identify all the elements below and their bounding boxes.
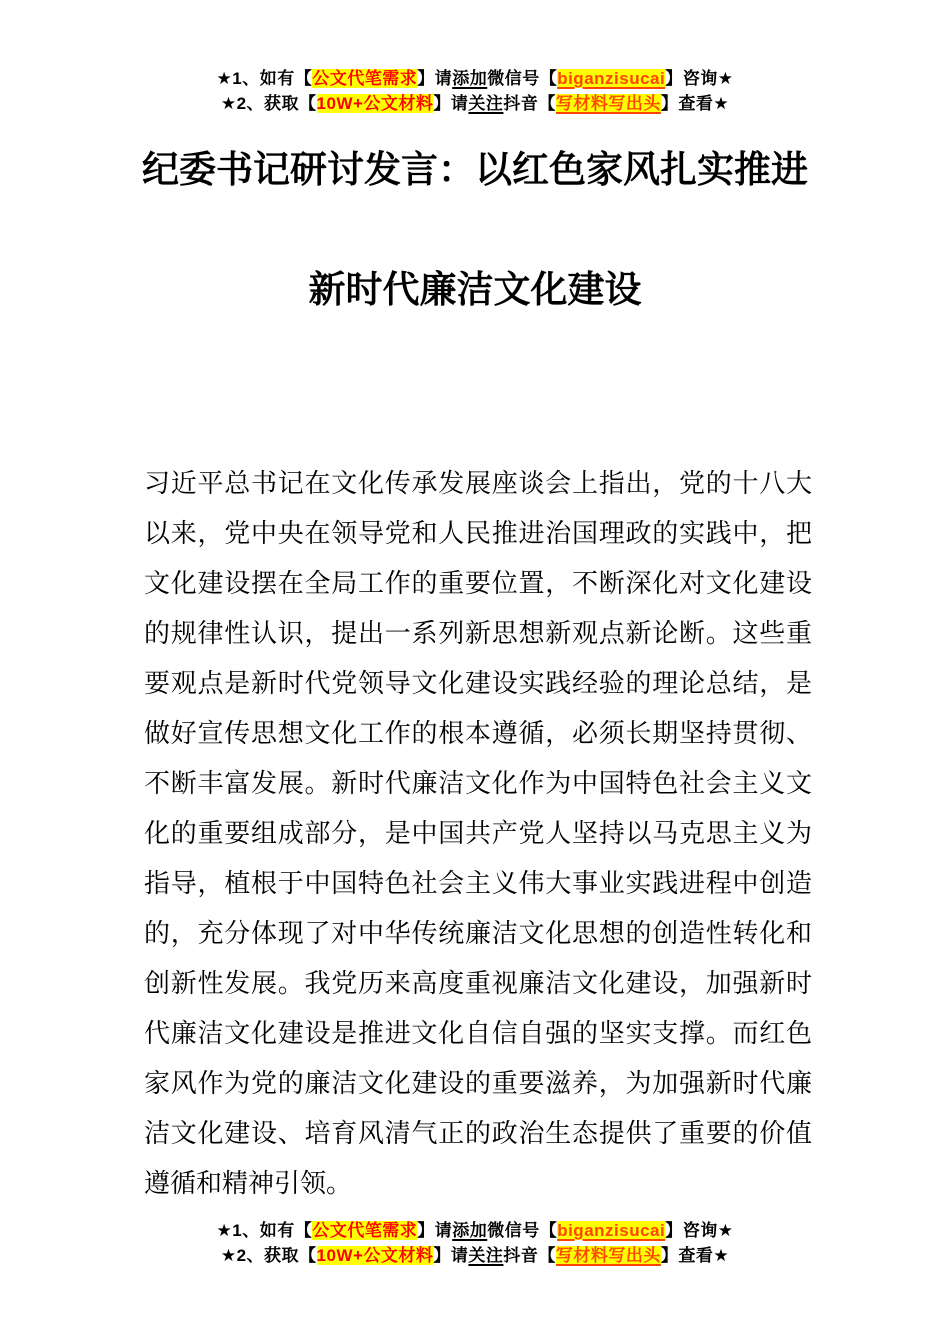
body-line: 的，充分体现了对中华传统廉洁文化思想的创造性转化和: [144, 918, 812, 948]
promo-text: ★1、如有【: [216, 1221, 313, 1240]
body-line: 创新性发展。我党历来高度重视廉洁文化建设，加强新时: [144, 968, 812, 998]
body-line: 习近平总书记在文化传承发展座谈会上指出，党的十八大: [144, 468, 812, 498]
promo-footer-line-1: [0, 1218, 950, 1243]
promo-text: 】请: [433, 1246, 469, 1265]
promo-wechat-id: biganzisucai: [557, 69, 666, 88]
promo-highlight-service: 公文代笔需求: [312, 69, 418, 88]
promo-text: 抖音【: [503, 94, 556, 113]
body-line: 化的重要组成部分，是中国共产党人坚持以马克思主义为: [144, 818, 812, 848]
promo-text: 】查看★: [660, 94, 730, 113]
body-line: 以来，党中央在领导党和人民推进治国理政的实践中，把: [144, 518, 812, 548]
promo-douyin-id: 写材料写出头: [555, 94, 661, 113]
promo-footer-line-2: [0, 1243, 950, 1268]
promo-footer: [0, 1218, 950, 1268]
promo-add-underline: 添加: [452, 69, 488, 88]
promo-follow-underline: 关注: [468, 94, 504, 113]
body-line: 家风作为党的廉洁文化建设的重要滋养，为加强新时代廉: [144, 1068, 812, 1098]
body-line: 洁文化建设、培育风清气正的政治生态提供了重要的价值: [144, 1118, 812, 1148]
promo-highlight-service: 公文代笔需求: [312, 1221, 418, 1240]
promo-follow-underline: 关注: [468, 1246, 504, 1265]
promo-text: ★2、获取【: [220, 1246, 317, 1265]
body-line: 遵循和精神引领。: [144, 1168, 353, 1198]
body-line: 的规律性认识，提出一系列新思想新观点新论断。这些重: [144, 618, 812, 648]
promo-text: ★1、如有【: [216, 69, 313, 88]
document-title-line-2: 新时代廉洁文化建设: [308, 269, 642, 310]
promo-header-line-1: [0, 66, 950, 91]
promo-text: 微信号【: [487, 1221, 558, 1240]
body-line: 不断丰富发展。新时代廉洁文化作为中国特色社会主义文: [144, 768, 812, 798]
body-line: 指导，植根于中国特色社会主义伟大事业实践进程中创造: [144, 868, 812, 898]
body-line: 文化建设摆在全局工作的重要位置，不断深化对文化建设: [144, 568, 812, 598]
promo-header-line-2: [0, 91, 950, 116]
promo-highlight-materials: 10W+公文材料: [316, 1246, 434, 1265]
promo-text: 】咨询★: [665, 1221, 734, 1240]
promo-text: 】请: [433, 94, 469, 113]
document-title-line-1: 纪委书记研讨发言：以红色家风扎实推进: [142, 149, 808, 190]
body-line: 要观点是新时代党领导文化建设实践经验的理论总结，是: [144, 668, 812, 698]
promo-text: 】请: [417, 69, 453, 88]
promo-douyin-id: 写材料写出头: [555, 1246, 661, 1265]
promo-text: 微信号【: [487, 69, 558, 88]
promo-text: 】查看★: [660, 1246, 730, 1265]
promo-text: 】请: [417, 1221, 453, 1240]
body-paragraph: [144, 458, 812, 1208]
promo-wechat-id: biganzisucai: [557, 1221, 666, 1240]
promo-add-underline: 添加: [452, 1221, 488, 1240]
promo-text: 抖音【: [503, 1246, 556, 1265]
promo-highlight-materials: 10W+公文材料: [316, 94, 434, 113]
body-line: 代廉洁文化建设是推进文化自信自强的坚实支撑。而红色: [144, 1018, 812, 1048]
promo-text: 】咨询★: [665, 69, 734, 88]
promo-header: [0, 66, 950, 116]
body-line: 做好宣传思想文化工作的根本遵循，必须长期坚持贯彻、: [144, 718, 812, 748]
promo-text: ★2、获取【: [220, 94, 317, 113]
